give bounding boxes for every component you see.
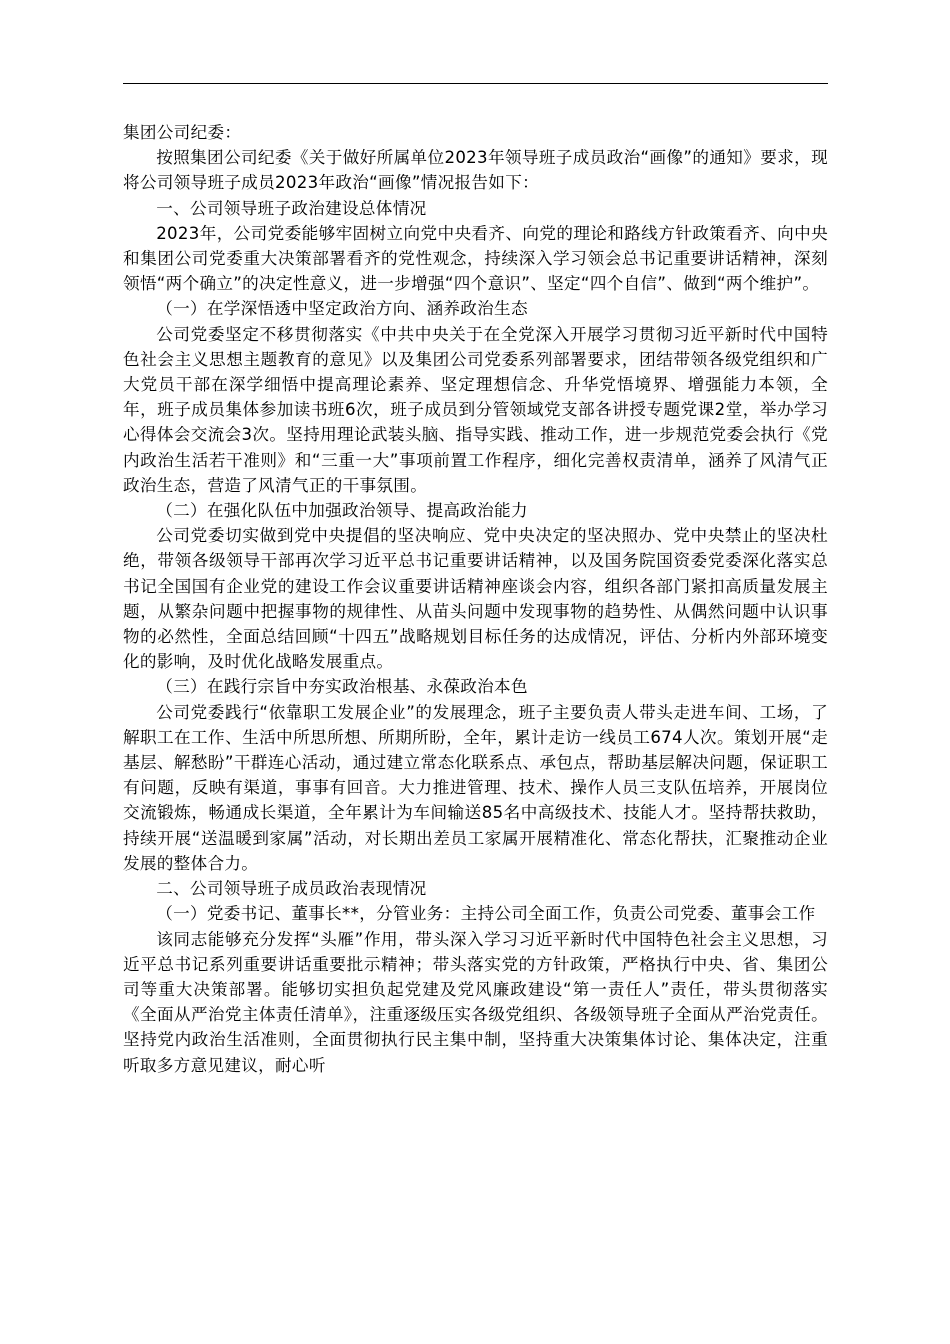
subsection-heading-3: （三）在践行宗旨中夯实政治根基、永葆政治本色 [156,677,528,697]
section-heading-1: 一、公司领导班子政治建设总体情况 [156,198,427,218]
subsection-heading-4: （一）党委书记、董事长**，分管业务：主持公司全面工作，负责公司党委、董事会工作 [156,904,816,924]
document-body [123,120,828,1078]
intro-paragraph: 按照集团公司纪委《关于做好所属单位2023年领导班子成员政治“画像”的通知》要求，现将公司领导班子成员2023年政治“画像”情况报告如下： [123,148,828,193]
subsection-4-paragraph: 该同志能够充分发挥“头雁”作用，带头深入学习习近平新时代中国特色社会主义思想，习近平总书记系列重要讲话重要批示精神；带头落实党的方针政策，严格执行中央、省、集团公司等重大决策部署。能够切实担负起党建及党风廉政建设“第一责任人”责任，带头贯彻落实《全面从严治党主体责任清单》，注重逐级压实各级党组织、各级领导班子全面从严治党责任。坚持党内政治生活准则，全面贯彻执行民主集中制，坚持重大决策集体讨论、集体决定，注重听取多方意见建议，耐心听 [123,929,828,1075]
subsection-heading-1: （一）在学深悟透中坚定政治方向、涵养政治生态 [156,299,528,319]
subsection-heading-2: （二）在强化队伍中加强政治领导、提高政治能力 [156,501,528,521]
section-heading-2: 二、公司领导班子成员政治表现情况 [156,879,427,899]
salutation: 集团公司纪委： [123,123,242,142]
header-rule [123,83,828,84]
subsection-3-paragraph: 公司党委践行“依靠职工发展企业”的发展理念，班子主要负责人带头走进车间、工场，了解职工在工作、生活中所思所想、所期所盼，全年，累计走访一线员工674人次。策划开展“走基层、解愁盼”干群连心活动，通过建立常态化联系点、承包点，帮助基层解决问题，保证职工有问题，反映有渠道，事事有回音。大力推进管理、技术、操作人员三支队伍培养，开展岗位交流锻炼，畅通成长渠道，全年累计为车间输送85名中高级技术、技能人才。坚持帮扶救助，持续开展“送温暖到家属”活动，对长期出差员工家属开展精准化、常态化帮扶，汇聚推动企业发展的整体合力。 [123,702,828,873]
subsection-2-paragraph: 公司党委切实做到党中央提倡的坚决响应、党中央决定的坚决照办、党中央禁止的坚决杜绝，带领各级领导干部再次学习近平总书记重要讲话精神，以及国务院国资委党委深化落实总书记全国国有企业党的建设工作会议重要讲话精神座谈会内容，组织各部门紧扣高质量发展主题，从繁杂问题中把握事物的规律性、从苗头问题中发现事物的趋势性、从偶然问题中认识事物的必然性，全面总结回顾“十四五”战略规划目标任务的达成情况，评估、分析内外部环境变化的影响，及时优化战略发展重点。 [123,526,828,672]
section-1-paragraph: 2023年，公司党委能够牢固树立向党中央看齐、向党的理论和路线方针政策看齐、向中央和集团公司党委重大决策部署看齐的党性观念，持续深入学习领会总书记重要讲话精神，深刻领悟“两个确立”的决定性意义，进一步增强“四个意识”、坚定“四个自信”、做到“两个维护”。 [123,223,828,294]
subsection-1-paragraph: 公司党委坚定不移贯彻落实《中共中央关于在全党深入开展学习贯彻习近平新时代中国特色社会主义思想主题教育的意见》以及集团公司党委系列部署要求，团结带领各级党组织和广大党员干部在深学细悟中提高理论素养、坚定理想信念、升华党悟境界、增强能力本领，全年，班子成员集体参加读书班6次，班子成员到分管领域党支部各讲授专题党课2堂，举办学习心得体会交流会3次。坚持用理论武装头脑、指导实践、推动工作，进一步规范党委会执行《党内政治生活若干准则》和“三重一大”事项前置工作程序，细化完善权责清单，涵养了风清气正政治生态，营造了风清气正的干事氛围。 [123,324,828,495]
